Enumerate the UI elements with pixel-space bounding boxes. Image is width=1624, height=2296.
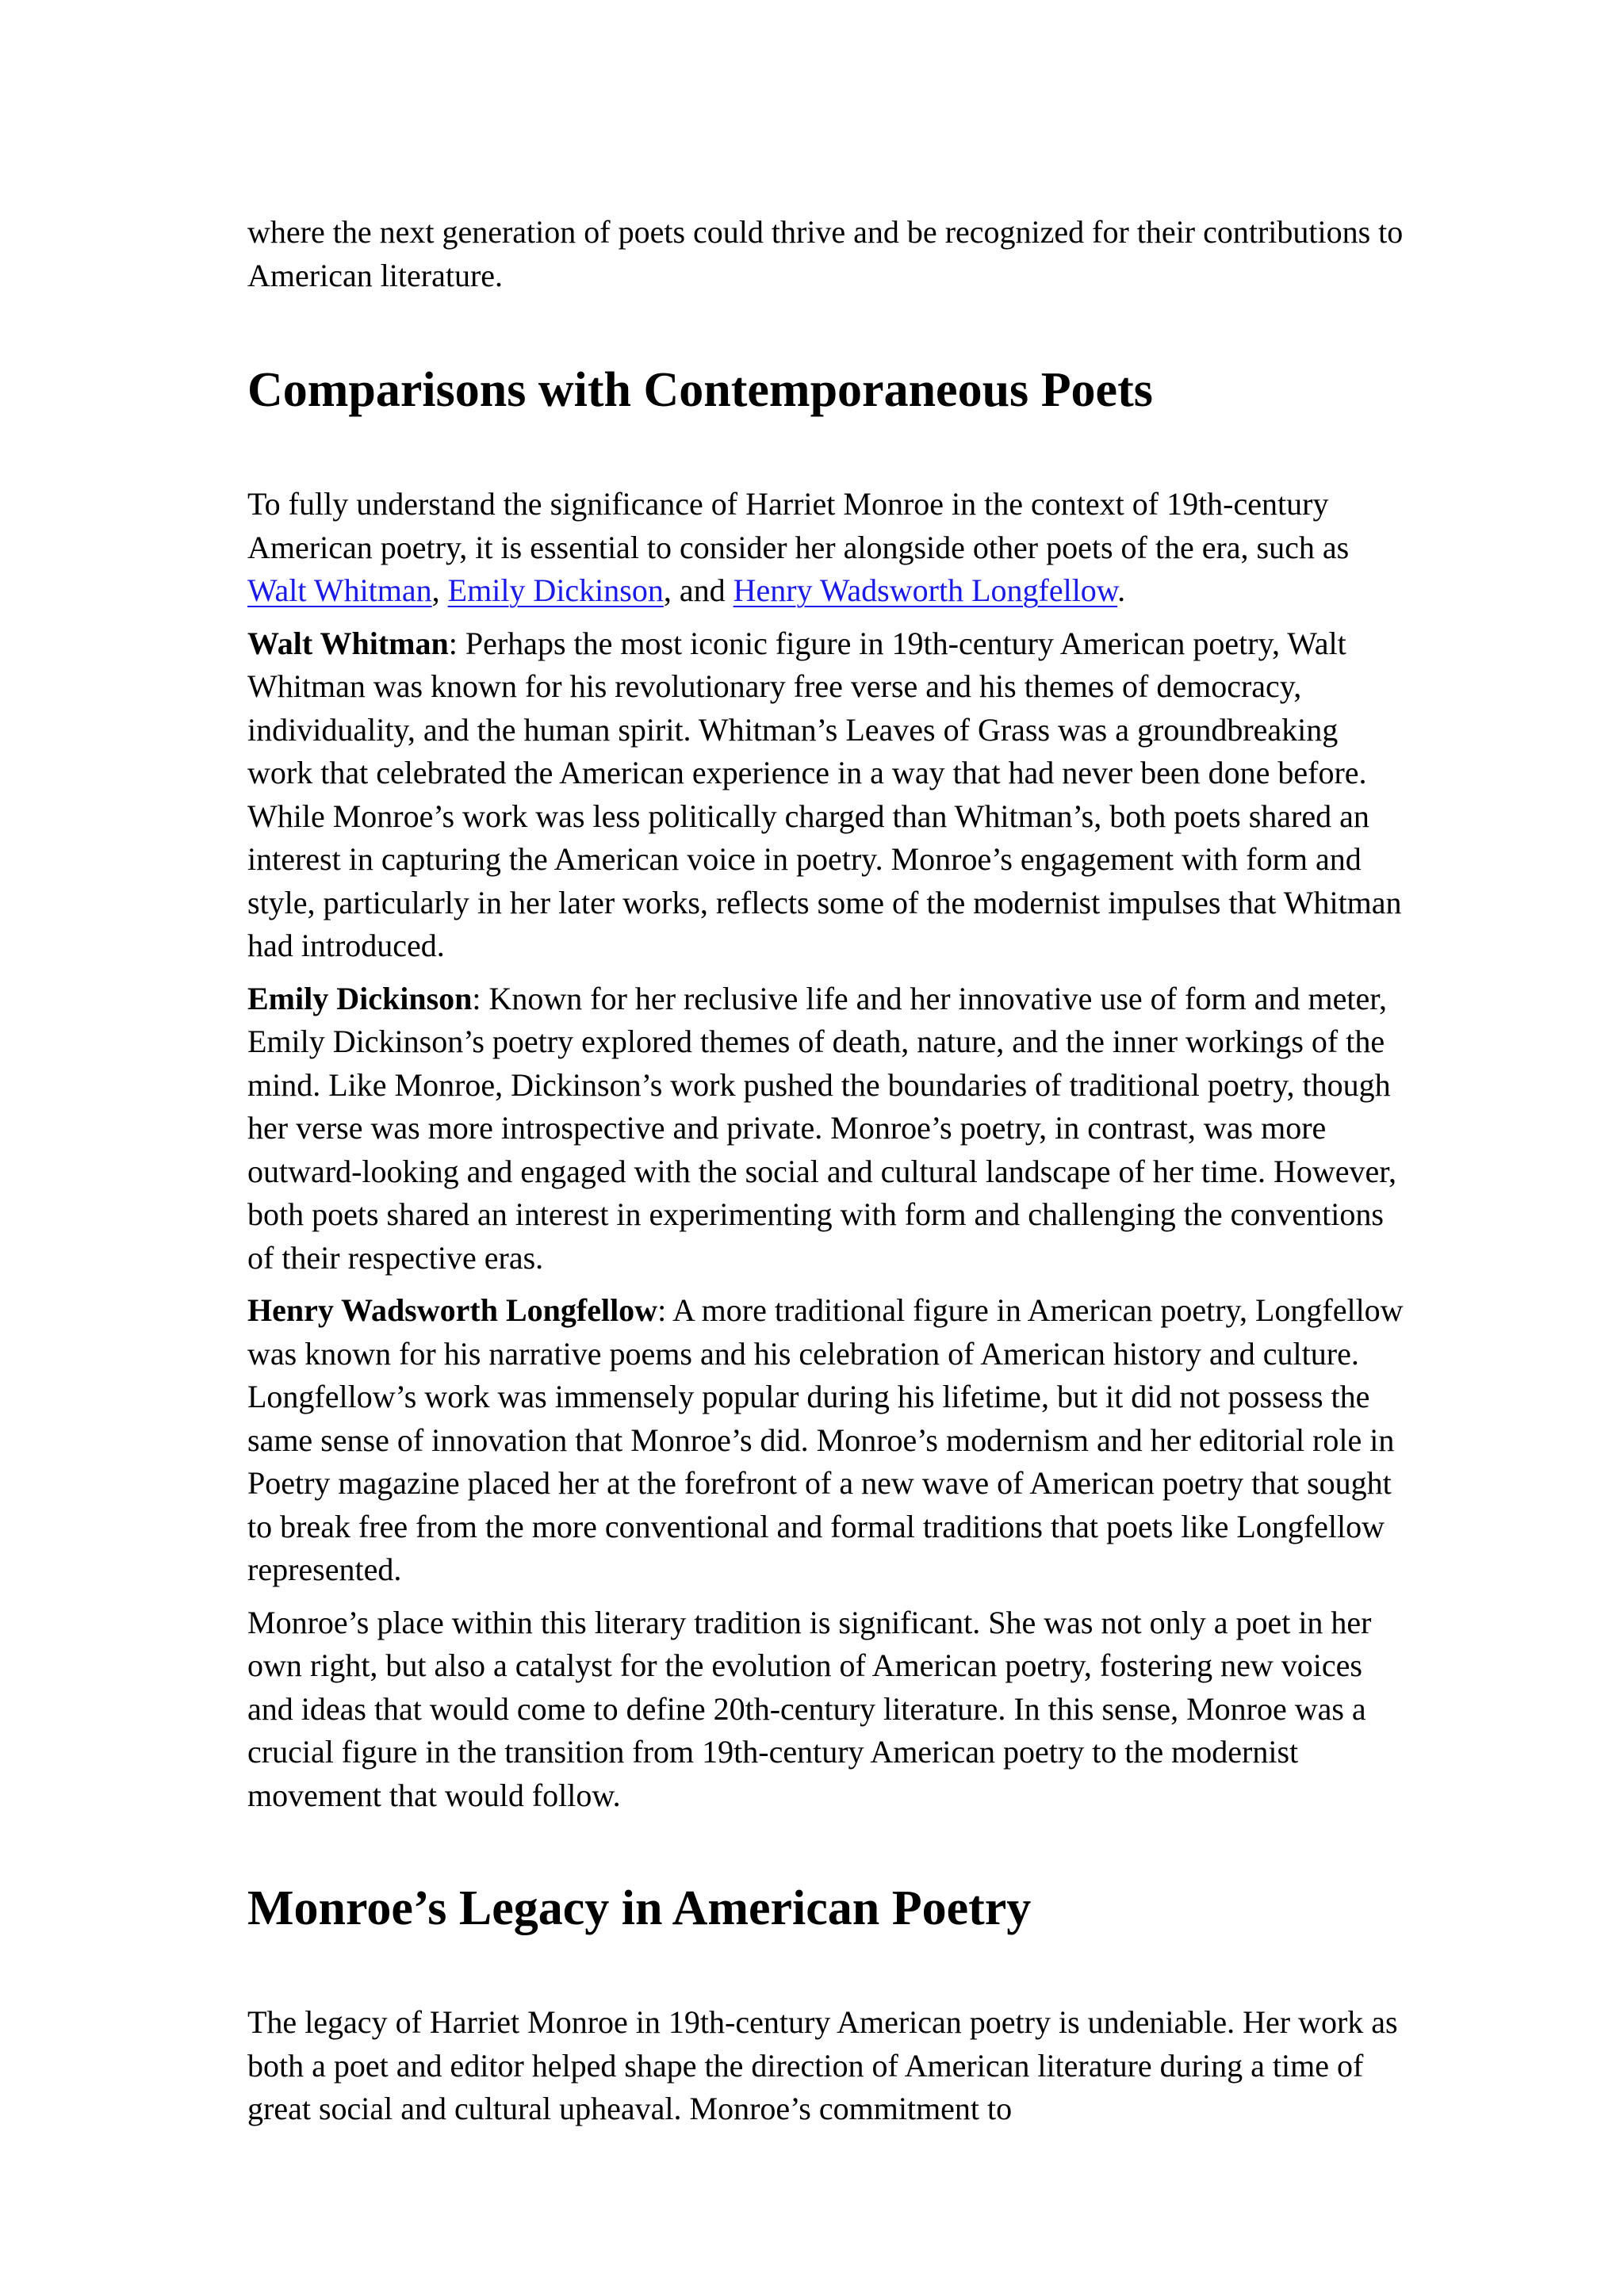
document-page [247, 211, 1405, 2131]
closing-paragraph: Monroe’s place within this literary tradition is significant. She was not only a poet in her own right, but also a catalyst for the evolution of American poetry, fostering new voices and ideas that would come to define 20th-century literature. In this sense, Monroe was a crucial figure in the transition from 19th-century American poetry to the modernist movement that would follow. [247, 1604, 1372, 1813]
separator-text: , [431, 572, 448, 608]
whitman-paragraph [247, 622, 1405, 968]
intro-paragraph: where the next generation of poets could thrive and be recognized for their contributions to American literature. [247, 214, 1404, 293]
dickinson-paragraph [247, 978, 1405, 1280]
link-henry-wadsworth-longfellow[interactable]: Henry Wadsworth Longfellow [733, 572, 1118, 608]
separator-text: , and [663, 572, 733, 608]
longfellow-label: Henry Wadsworth Longfellow [247, 1292, 658, 1328]
whitman-text: : Perhaps the most iconic figure in 19th-century American poetry, Walt Whitman was known for his revolutionary free verse and his themes of democracy, individuality, and the human spirit. Whitman’s Leaves of Grass was a groundbreaking work that celebrated the American experience in a way that had never been done before. While Monroe’s work was less politically charged than Whitman’s, both poets shared an interest in capturing the American voice in poetry. Monroe’s engagement with form and style, particularly in her later works, reflects some of the modernist impulses that Whitman had introduced. [247, 625, 1402, 963]
whitman-label: Walt Whitman [247, 625, 449, 661]
longfellow-text: : A more traditional figure in American poetry, Longfellow was known for his narrative poems and his celebration of American history and culture. Longfellow’s work was immensely popular during his lifetime, but it did not possess the same sense of innovation that Monroe’s did. Monroe’s modernism and her editorial role in Poetry magazine placed her at the forefront of a new wave of American poetry that sought to break free from the more conventional and formal traditions that poets like Longfellow represented. [247, 1292, 1404, 1587]
legacy-paragraph: The legacy of Harriet Monroe in 19th-century American poetry is undeniable. Her work as both a poet and editor helped shape the direction of American literature during a time of great social and cultural upheaval. Monroe’s commitment to [247, 2004, 1398, 2126]
longfellow-paragraph [247, 1289, 1405, 1592]
dickinson-label: Emily Dickinson [247, 980, 473, 1016]
comparisons-intro-paragraph [247, 483, 1405, 613]
period-text: . [1117, 572, 1126, 608]
link-walt-whitman[interactable]: Walt Whitman [247, 572, 432, 608]
section-heading-comparisons: Comparisons with Contemporaneous Poets [247, 363, 1153, 417]
link-emily-dickinson[interactable]: Emily Dickinson [447, 572, 664, 608]
section-heading-legacy: Monroe’s Legacy in American Poetry [247, 1881, 1032, 1935]
intro-text: To fully understand the significance of Harriet Monroe in the context of 19th-century American poetry, it is essential to consider her alongside other poets of the era, such as [247, 486, 1350, 565]
dickinson-text: : Known for her reclusive life and her innovative use of form and meter, Emily Dickinson’s poetry explored themes of death, nature, and the inner workings of the mind. Like Monroe, Dickinson’s work pushed the boundaries of traditional poetry, though her verse was more introspective and private. Monroe’s poetry, in contrast, was more outward-looking and engaged with the social and cultural landscape of her time. However, both poets shared an interest in experimenting with form and challenging the conventions of their respective eras. [247, 980, 1397, 1276]
